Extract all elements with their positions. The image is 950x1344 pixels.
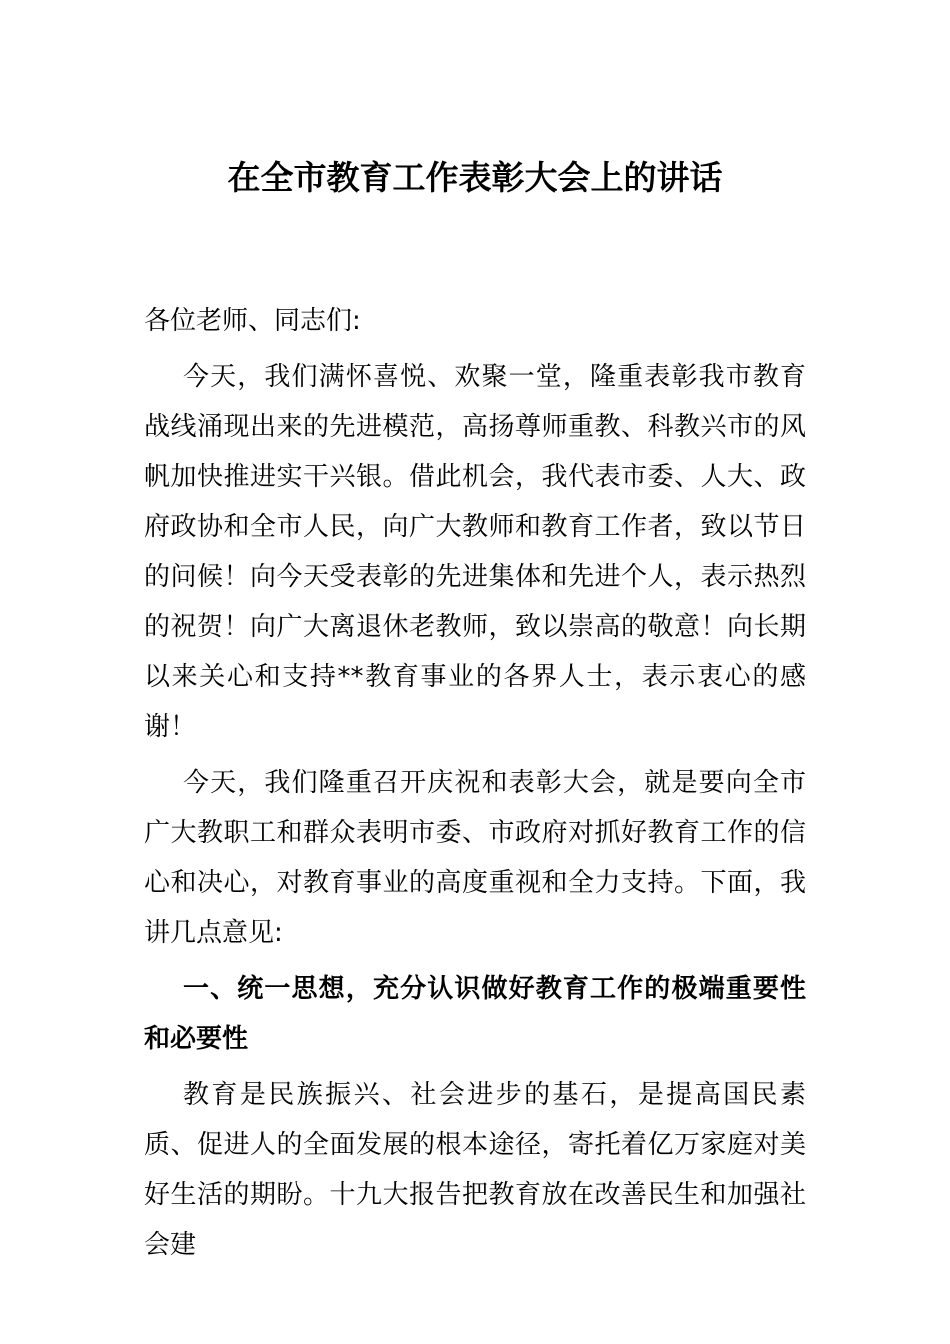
document-title: 在全市教育工作表彰大会上的讲话: [227, 158, 723, 197]
document-body: [144, 296, 806, 1276]
paragraph-opening: 今天，我们满怀喜悦、欢聚一堂，隆重表彰我市教育战线涌现出来的先进模范，高扬尊师重教、科教兴市的风帆加快推进实干兴银。借此机会，我代表市委、人大、政府政协和全市人民，向广大教师和教育工作者，致以节日的问候！向今天受表彰的先进集体和先进个人，表示热烈的祝贺！向广大离退休老教师，致以崇高的敬意！向长期以来关心和支持**教育事业的各界人士，表示衷心的感谢！: [144, 362, 806, 742]
paragraph-purpose: 今天，我们隆重召开庆祝和表彰大会，就是要向全市广大教职工和群众表明市委、市政府对抓好教育工作的信心和决心，对教育事业的高度重视和全力支持。下面，我讲几点意见:: [144, 768, 806, 948]
section-paragraph: 教育是民族振兴、社会进步的基石，是提高国民素质、促进人的全面发展的根本途径，寄托着亿万家庭对美好生活的期盼。十九大报告把教育放在改善民生和加强社会建: [144, 1080, 806, 1260]
salutation: 各位老师、同志们:: [144, 306, 361, 336]
section-heading: 一、统一思想，充分认识做好教育工作的极端重要性和必要性: [144, 974, 806, 1054]
